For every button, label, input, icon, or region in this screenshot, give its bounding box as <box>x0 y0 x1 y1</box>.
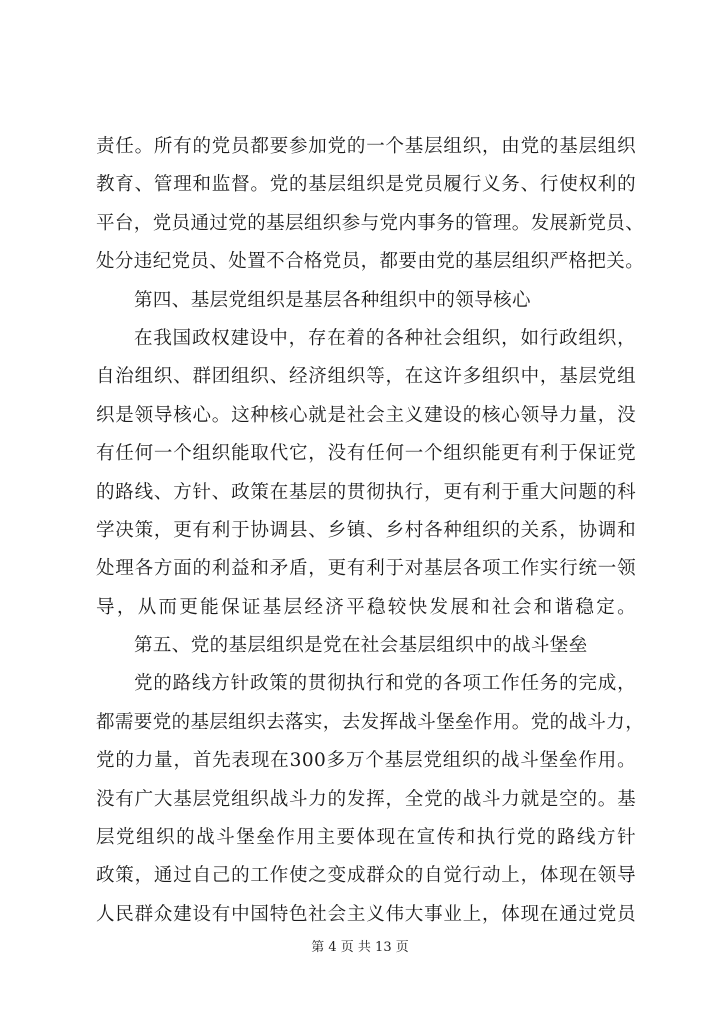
text-line: 学决策，更有利于协调县、乡镇、乡村各种组织的关系，协调和 <box>96 519 636 541</box>
section-heading: 第四、基层党组织是基层各种组织中的领导核心 <box>134 289 531 311</box>
text-line: 责任。所有的党员都要参加党的一个基层组织，由党的基层组织 <box>96 136 636 157</box>
text-line: 处分违纪党员、处置不合格党员，都要由党的基层组织严格把关。 <box>96 251 645 273</box>
text-line: 党的力量，首先表现在300多万个基层党组织的战斗堡垒作用。 <box>96 750 636 772</box>
text-line: 都需要党的基层组织去落实，去发挥战斗堡垒作用。党的战斗力， <box>96 711 645 733</box>
text-line: 处理各方面的利益和矛盾，更有利于对基层各项工作实行统一领 <box>96 558 636 580</box>
text-line: 政策，通过自己的工作使之变成群众的自觉行动上，体现在领导 <box>96 865 636 887</box>
text-line: 党的路线方针政策的贯彻执行和党的各项工作任务的完成， <box>134 673 636 695</box>
text-line: 层党组织的战斗堡垒作用主要体现在宣传和执行党的路线方针 <box>96 827 636 849</box>
text-line: 有任何一个组织能取代它，没有任何一个组织能更有利于保证党 <box>96 443 636 465</box>
text-line: 在我国政权建设中，存在着的各种社会组织，如行政组织， <box>134 327 636 349</box>
page-number-footer: 第 4 页 共 13 页 <box>311 940 409 955</box>
text-line: 自治组织、群团组织、经济组织等，在这许多组织中，基层党组 <box>96 366 636 388</box>
text-line: 平台，党员通过党的基层组织参与党内事务的管理。发展新党员、 <box>96 212 645 234</box>
text-line: 的路线、方针、政策在基层的贯彻执行，更有利于重大问题的科 <box>96 481 636 503</box>
text-line: 导，从而更能保证基层经济平稳较快发展和社会和谐稳定。 <box>96 596 636 618</box>
text-line: 教育、管理和监督。党的基层组织是党员履行义务、行使权利的 <box>96 174 636 196</box>
text-line: 人民群众建设有中国特色社会主义伟大事业上，体现在通过党员 <box>96 903 636 925</box>
section-heading: 第五、党的基层组织是党在社会基层组织中的战斗堡垒 <box>134 635 588 657</box>
document-body <box>96 128 645 934</box>
text-line: 织是领导核心。这种核心就是社会主义建设的核心领导力量，没 <box>96 404 636 426</box>
text-line: 没有广大基层党组织战斗力的发挥，全党的战斗力就是空的。基 <box>96 788 636 810</box>
